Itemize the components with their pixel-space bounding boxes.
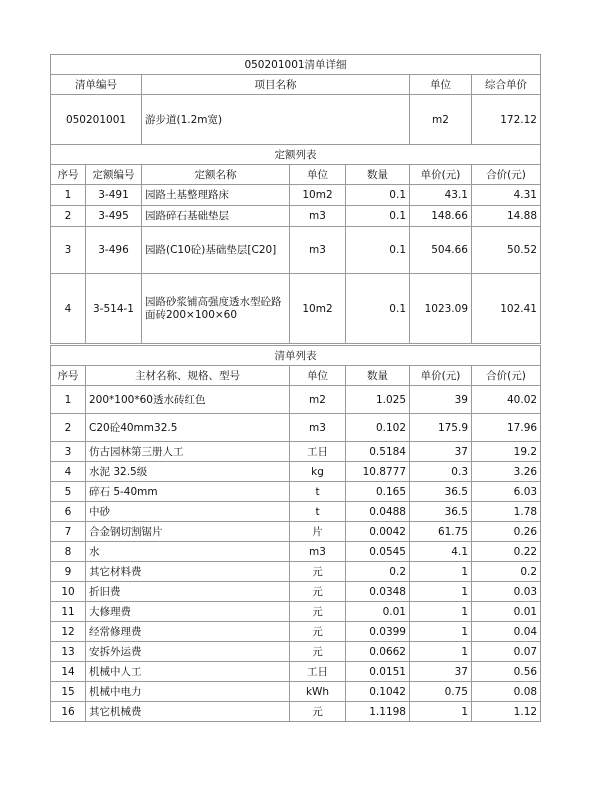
quota-cell: 14.88: [472, 206, 541, 227]
material-row: [51, 562, 541, 582]
material-row: [51, 386, 541, 414]
quota-cell: 2: [51, 206, 86, 227]
material-cell: 机械中人工: [86, 662, 290, 682]
material-cell: 37: [410, 662, 472, 682]
quota-cell: 10m2: [290, 185, 346, 206]
material-cell: 1: [410, 562, 472, 582]
material-cell: 0.3: [410, 462, 472, 482]
material-cell: 17.96: [472, 414, 541, 442]
quota-cell: 148.66: [410, 206, 472, 227]
material-row: [51, 482, 541, 502]
material-cell: 1: [410, 622, 472, 642]
material-row: [51, 502, 541, 522]
material-cell: 3: [51, 442, 86, 462]
material-cell: 机械中电力: [86, 682, 290, 702]
material-cell: 9: [51, 562, 86, 582]
material-row: [51, 414, 541, 442]
material-row: [51, 602, 541, 622]
quota-cell: 0.1: [346, 274, 410, 344]
material-cell: kWh: [290, 682, 346, 702]
material-cell: 0.102: [346, 414, 410, 442]
material-cell: 1.78: [472, 502, 541, 522]
quota-cell: 4: [51, 274, 86, 344]
quota-col-header: 单价(元): [410, 165, 472, 185]
quota-row: [51, 227, 541, 274]
material-cell: 0.0488: [346, 502, 410, 522]
material-cell: 1.12: [472, 702, 541, 722]
material-cell: 经常修理费: [86, 622, 290, 642]
quota-cell: 504.66: [410, 227, 472, 274]
item-price: 172.12: [472, 95, 541, 145]
material-row: [51, 462, 541, 482]
materials-table: [50, 345, 541, 722]
material-cell: m2: [290, 386, 346, 414]
material-cell: 0.07: [472, 642, 541, 662]
material-cell: 0.2: [346, 562, 410, 582]
material-cell: 1: [410, 702, 472, 722]
material-cell: 200*100*60透水砖红色: [86, 386, 290, 414]
quota-cell: m3: [290, 206, 346, 227]
material-cell: m3: [290, 542, 346, 562]
material-cell: 0.01: [346, 602, 410, 622]
bill-detail-title: 050201001清单详细: [51, 55, 541, 75]
material-cell: 0.0151: [346, 662, 410, 682]
material-cell: 片: [290, 522, 346, 542]
material-cell: 10.8777: [346, 462, 410, 482]
material-cell: t: [290, 502, 346, 522]
quota-col-header: 单位: [290, 165, 346, 185]
material-cell: 0.165: [346, 482, 410, 502]
quota-col-header: 合价(元): [472, 165, 541, 185]
material-cell: 0.75: [410, 682, 472, 702]
material-cell: 2: [51, 414, 86, 442]
material-cell: 大修理费: [86, 602, 290, 622]
material-cell: 10: [51, 582, 86, 602]
quota-row: [51, 206, 541, 227]
material-cell: 1: [410, 642, 472, 662]
material-row: [51, 622, 541, 642]
material-cell: 仿古园林第三册人工: [86, 442, 290, 462]
material-cell: 元: [290, 602, 346, 622]
quota-cell: 园路(C10砼)基础垫层[C20]: [142, 227, 290, 274]
quota-cell: 0.1: [346, 227, 410, 274]
material-cell: 元: [290, 622, 346, 642]
material-cell: 36.5: [410, 482, 472, 502]
material-cell: 其它机械费: [86, 702, 290, 722]
material-cell: 37: [410, 442, 472, 462]
quota-col-header: 数量: [346, 165, 410, 185]
material-cell: 0.0042: [346, 522, 410, 542]
material-cell: 安拆外运费: [86, 642, 290, 662]
quota-cell: 43.1: [410, 185, 472, 206]
quota-cell: 0.1: [346, 206, 410, 227]
quota-cell: 50.52: [472, 227, 541, 274]
col-header-unit: 单位: [410, 75, 472, 95]
material-cell: 8: [51, 542, 86, 562]
item-unit: m2: [410, 95, 472, 145]
col-header-code: 清单编号: [51, 75, 142, 95]
material-row: [51, 642, 541, 662]
quota-col-header: 序号: [51, 165, 86, 185]
material-row: [51, 682, 541, 702]
quota-table: [50, 144, 541, 344]
item-code: 050201001: [51, 95, 142, 145]
material-cell: 水: [86, 542, 290, 562]
quota-cell: 0.1: [346, 185, 410, 206]
col-header-name: 项目名称: [142, 75, 410, 95]
material-cell: 碎石 5-40mm: [86, 482, 290, 502]
material-cell: 中砂: [86, 502, 290, 522]
material-row: [51, 522, 541, 542]
material-cell: 0.56: [472, 662, 541, 682]
material-cell: 0.03: [472, 582, 541, 602]
quota-cell: 3-495: [86, 206, 142, 227]
quota-cell: 3: [51, 227, 86, 274]
material-cell: 61.75: [410, 522, 472, 542]
material-cell: 0.2: [472, 562, 541, 582]
material-cell: 5: [51, 482, 86, 502]
material-cell: 40.02: [472, 386, 541, 414]
material-cell: 0.0399: [346, 622, 410, 642]
material-cell: 合金钢切割锯片: [86, 522, 290, 542]
material-cell: 19.2: [472, 442, 541, 462]
material-cell: 元: [290, 702, 346, 722]
material-cell: C20砼40mm32.5: [86, 414, 290, 442]
material-cell: 11: [51, 602, 86, 622]
material-cell: 0.5184: [346, 442, 410, 462]
material-cell: 0.0662: [346, 642, 410, 662]
materials-col-header: 单位: [290, 366, 346, 386]
material-cell: 4: [51, 462, 86, 482]
material-cell: 12: [51, 622, 86, 642]
quota-cell: 10m2: [290, 274, 346, 344]
material-cell: 7: [51, 522, 86, 542]
material-cell: m3: [290, 414, 346, 442]
quota-cell: 园路砂浆铺高强度透水型砼路面砖200×100×60: [142, 274, 290, 344]
quota-cell: 1023.09: [410, 274, 472, 344]
material-row: [51, 662, 541, 682]
material-cell: t: [290, 482, 346, 502]
quota-col-header: 定额名称: [142, 165, 290, 185]
materials-col-header: 主材名称、规格、型号: [86, 366, 290, 386]
material-cell: 工日: [290, 442, 346, 462]
material-cell: 0.0348: [346, 582, 410, 602]
material-cell: 6: [51, 502, 86, 522]
quota-cell: 4.31: [472, 185, 541, 206]
materials-col-header: 数量: [346, 366, 410, 386]
quota-row: [51, 274, 541, 344]
material-cell: 1.1198: [346, 702, 410, 722]
bill-detail-table: [50, 54, 541, 145]
material-cell: 1: [51, 386, 86, 414]
material-cell: 0.1042: [346, 682, 410, 702]
quota-cell: 3-491: [86, 185, 142, 206]
material-cell: 175.9: [410, 414, 472, 442]
material-cell: 0.26: [472, 522, 541, 542]
quota-cell: 1: [51, 185, 86, 206]
material-cell: 折旧费: [86, 582, 290, 602]
quota-cell: 102.41: [472, 274, 541, 344]
quota-cell: 园路碎石基础垫层: [142, 206, 290, 227]
materials-col-header: 合价(元): [472, 366, 541, 386]
material-cell: 1: [410, 582, 472, 602]
materials-col-header: 序号: [51, 366, 86, 386]
item-name: 游步道(1.2m宽): [142, 95, 410, 145]
material-cell: 工日: [290, 662, 346, 682]
quota-row: [51, 185, 541, 206]
quota-cell: m3: [290, 227, 346, 274]
material-cell: 4.1: [410, 542, 472, 562]
quota-cell: 3-496: [86, 227, 142, 274]
material-cell: 0.08: [472, 682, 541, 702]
quota-section-title: 定额列表: [51, 145, 541, 165]
material-cell: kg: [290, 462, 346, 482]
material-row: [51, 442, 541, 462]
material-cell: 14: [51, 662, 86, 682]
material-cell: 0.01: [472, 602, 541, 622]
material-cell: 13: [51, 642, 86, 662]
material-cell: 39: [410, 386, 472, 414]
material-cell: 元: [290, 582, 346, 602]
quota-cell: 3-514-1: [86, 274, 142, 344]
materials-section-title: 清单列表: [51, 346, 541, 366]
material-cell: 16: [51, 702, 86, 722]
quota-col-header: 定额编号: [86, 165, 142, 185]
material-row: [51, 702, 541, 722]
material-cell: 0.0545: [346, 542, 410, 562]
material-cell: 1: [410, 602, 472, 622]
material-cell: 其它材料费: [86, 562, 290, 582]
quota-cell: 园路土基整理路床: [142, 185, 290, 206]
col-header-price: 综合单价: [472, 75, 541, 95]
material-cell: 36.5: [410, 502, 472, 522]
material-cell: 元: [290, 562, 346, 582]
material-row: [51, 582, 541, 602]
material-cell: 元: [290, 642, 346, 662]
material-cell: 3.26: [472, 462, 541, 482]
material-cell: 水泥 32.5级: [86, 462, 290, 482]
material-cell: 0.22: [472, 542, 541, 562]
material-cell: 1.025: [346, 386, 410, 414]
material-row: [51, 542, 541, 562]
materials-col-header: 单价(元): [410, 366, 472, 386]
material-cell: 15: [51, 682, 86, 702]
material-cell: 0.04: [472, 622, 541, 642]
material-cell: 6.03: [472, 482, 541, 502]
